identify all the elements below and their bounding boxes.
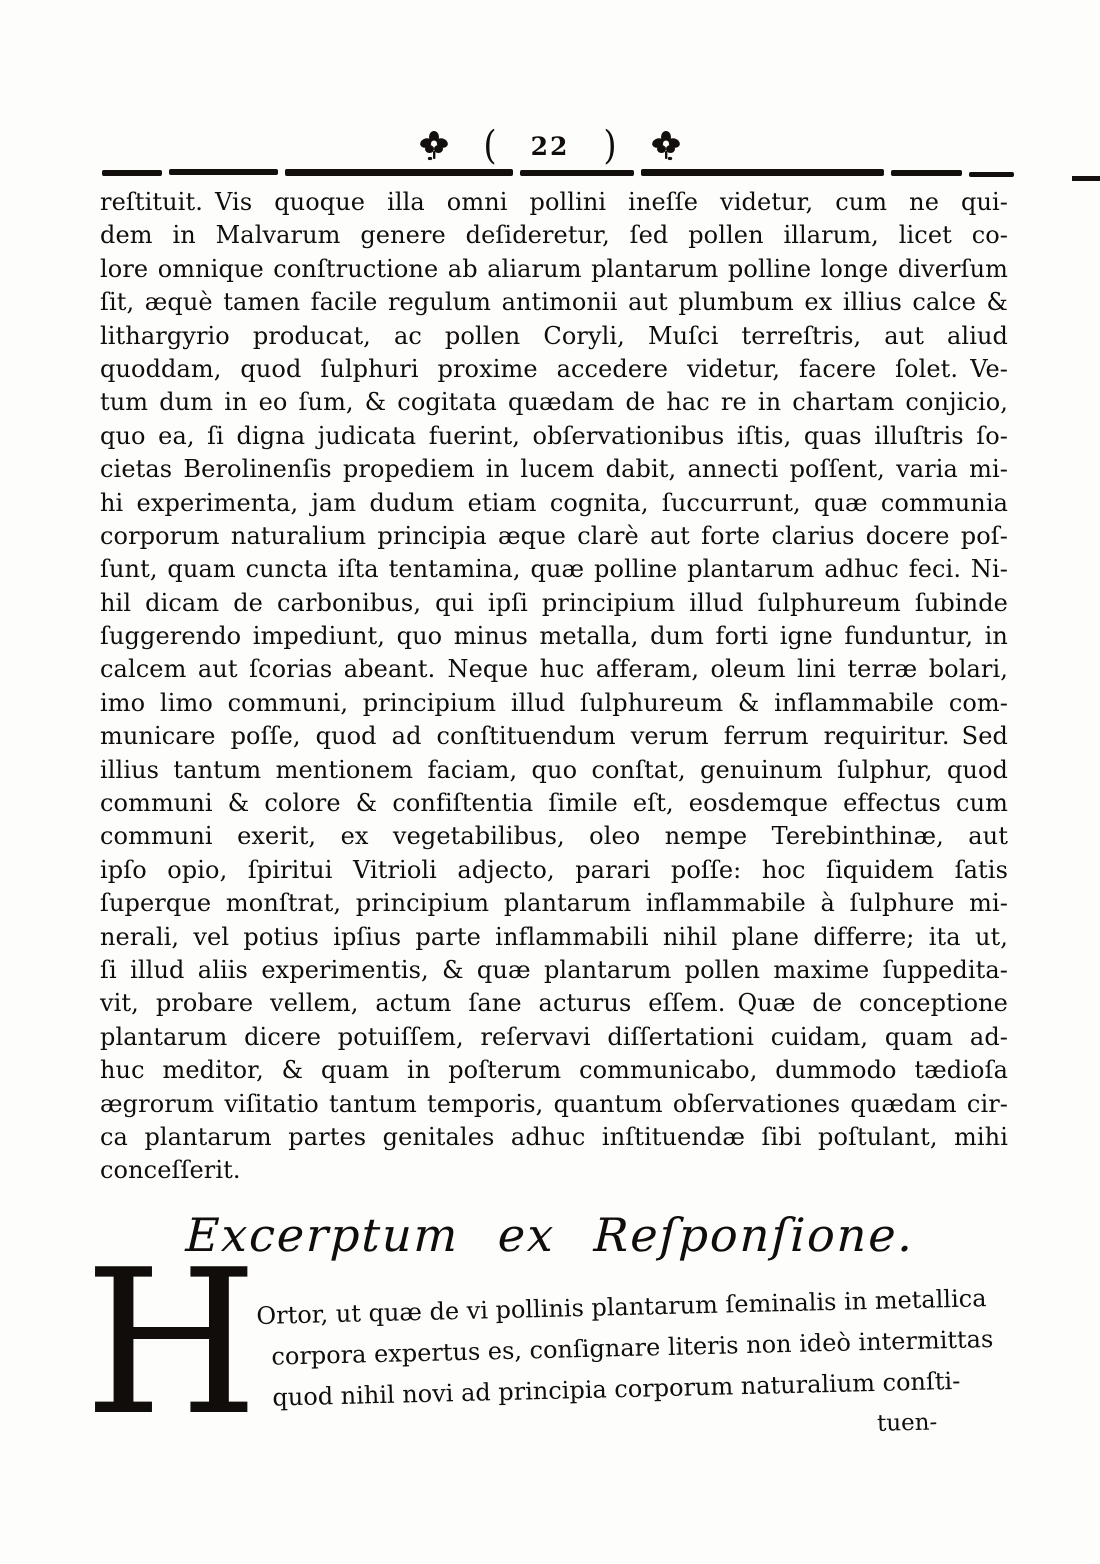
text-line: nerali, vel potius ipſius parte inflammabili nihil plane differre; ita ut, xyxy=(100,922,1008,951)
page-header xyxy=(0,123,1100,169)
response-line: quod nihil novi ad principia corporum naturalium conſti- xyxy=(272,1366,961,1412)
text-line: plantarum dicere potuiſſem, reſervavi diſſertationi cuidam, quam ad- xyxy=(100,1022,1008,1051)
text-line: communi exerit, ex vegetabilibus, oleo nempe Terebinthinæ, aut xyxy=(100,822,1008,851)
text-line: ſunt, quam cuncta iſta tentamina, quæ polline plantarum adhuc feci. Ni- xyxy=(100,555,1008,584)
floral-ornament-icon xyxy=(651,130,681,162)
text-line: vit, probare vellem, actum ſane acturus eſſem. Quæ de conceptione xyxy=(100,989,1008,1018)
response-line: corpora expertus es, conſignare literis non ideò intermittas xyxy=(271,1325,994,1371)
close-paren: ) xyxy=(603,123,617,169)
drop-cap: H xyxy=(84,1227,259,1460)
rule-segment xyxy=(285,169,513,176)
text-line: cietas Berolinenſis propediem in lucem dabit, annecti poſſent, varia mi- xyxy=(100,455,1008,484)
section-heading: Excerptum ex Reſponſione. xyxy=(184,1208,916,1262)
text-line: dem in Malvarum genere deſideretur, ſed pollen illarum, licet co- xyxy=(100,221,1008,250)
rule-segment xyxy=(641,169,884,176)
text-line: calcem aut ſcorias abeant. Neque huc afferam, oleum lini terræ bolari, xyxy=(100,655,1008,684)
open-paren: ( xyxy=(483,123,497,169)
rule-segment xyxy=(969,172,1014,177)
catchword: tuen- xyxy=(876,1409,938,1437)
text-line: imo limo communi, principium illud ſulphureum & inflammabile com- xyxy=(100,688,1008,717)
text-line: ca plantarum partes genitales adhuc inſtituendæ ſibi poſtulant, mihi xyxy=(100,1122,1008,1151)
text-line: quo ea, ſi digna judicata fuerint, obſervationibus iſtis, quas illuſtris ſo- xyxy=(100,421,1008,450)
text-line: reſtituit. Vis quoque illa omni pollini ineſſe videtur, cum ne qui- xyxy=(100,188,1008,216)
rule-segment xyxy=(169,169,278,175)
text-line: municare poſſe, quod ad conſtituendum verum ferrum requiritur. Sed xyxy=(100,722,1008,751)
response-line: Ortor, ut quæ de vi pollinis plantarum ſeminalis in metallica xyxy=(256,1284,987,1330)
text-line: ſi illud aliis experimentis, & quæ plantarum pollen maxime ſuppedita- xyxy=(100,955,1008,984)
text-line: huc meditor, & quam in poſterum communicabo, dummodo tædioſa xyxy=(100,1056,1008,1085)
scan-edge-artifact xyxy=(1072,176,1100,181)
rule-segment xyxy=(891,170,962,176)
rule-segment xyxy=(520,170,634,176)
text-line: ſit, æquè tamen facile regulum antimonii aut plumbum ex illius calce & xyxy=(100,288,1008,317)
response-paragraph xyxy=(256,1277,1030,1460)
text-line: lithargyrio producat, ac pollen Coryli, Muſci terreſtris, aut aliud xyxy=(100,321,1008,350)
text-line: hi experimenta, jam dudum etiam cognita, ſuccurrunt, quæ communia xyxy=(100,488,1008,517)
text-line: hil dicam de carbonibus, qui ipſi principium illud ſulphureum ſubinde xyxy=(100,588,1008,617)
text-line: tum dum in eo ſum, & cogitata quædam de hac re in chartam conjicio, xyxy=(100,388,1008,417)
text-line: conceſſerit. xyxy=(100,1156,241,1185)
floral-ornament-icon xyxy=(419,130,449,162)
header-rule xyxy=(102,169,1014,176)
text-line: communi & colore & confiſtentia ſimile eſt, eosdemque effectus cum xyxy=(100,789,1008,818)
text-line: quoddam, quod ſulphuri proxime accedere videtur, facere ſolet. Ve- xyxy=(100,354,1008,383)
text-line: corporum naturalium principia æque clarè aut forte clarius docere poſ- xyxy=(100,521,1008,550)
body-paragraph xyxy=(100,186,1008,1188)
rule-segment xyxy=(102,170,162,176)
text-line: lore omnique conſtructione ab aliarum plantarum polline longe diverſum xyxy=(100,254,1008,283)
text-line: illius tantum mentionem faciam, quo conſtat, genuinum ſulphur, quod xyxy=(100,755,1008,784)
text-line: ſuperque monſtrat, principium plantarum inflammabile à ſulphure mi- xyxy=(100,889,1008,918)
text-line: ſuggerendo impediunt, quo minus metalla, dum forti igne funduntur, in xyxy=(100,622,1008,651)
text-line: ipſo opio, ſpiritui Vitrioli adjecto, parari poſſe: hoc ſiquidem ſatis xyxy=(100,855,1008,884)
text-line: ægrorum viſitatio tantum temporis, quantum obſervationes quædam cir- xyxy=(100,1089,1008,1118)
page-number: 22 xyxy=(530,131,570,161)
